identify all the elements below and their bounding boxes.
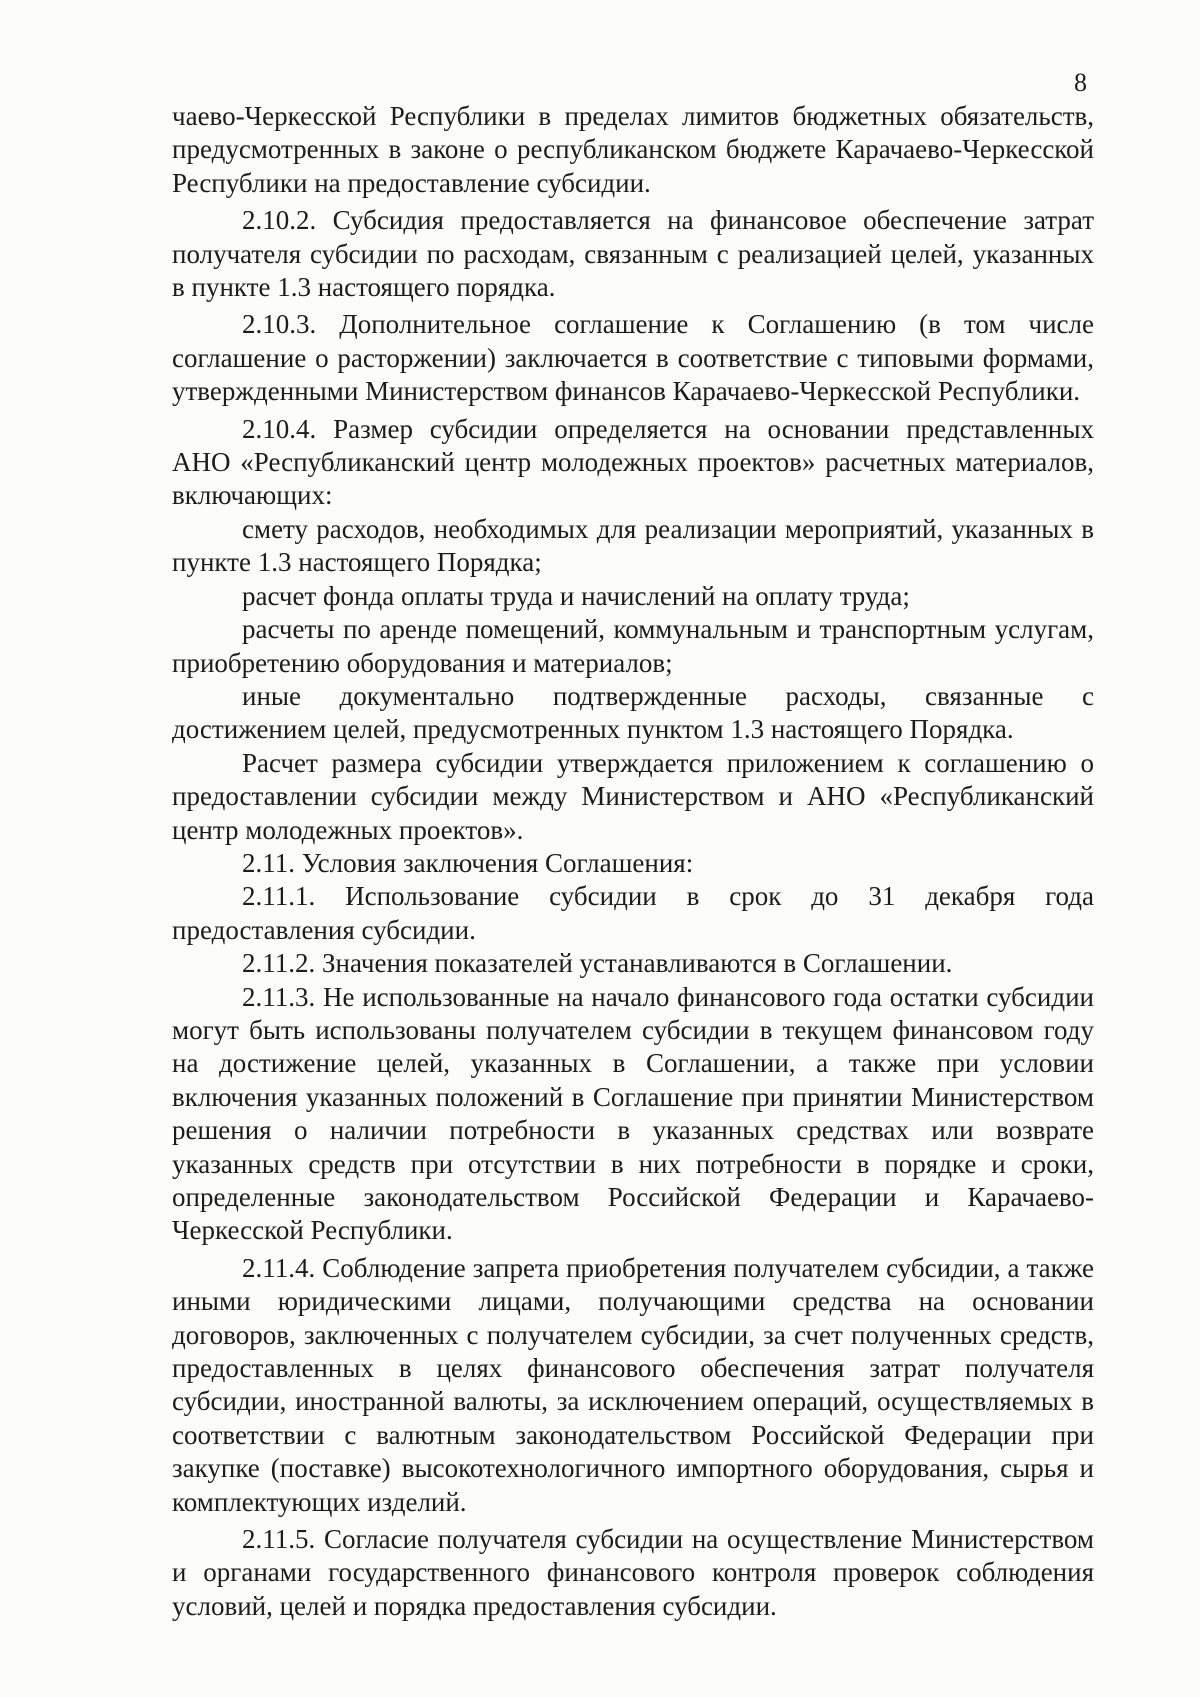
paragraph-subsidy-calculation: Расчет размера субсидии утверждается приложением к соглашению о предоставлении субсидии между Министерством и АНО «Республиканский центр молодежных проектов».: [172, 747, 1094, 845]
list-item-other-expenses: иные документально подтвержденные расходы, связанные с достижением целей, предусмотренных пунктом 1.3 настоящего Порядка.: [172, 680, 1094, 745]
paragraph-continuation: чаево-Черкесской Республики в пределах лимитов бюджетных обязательств, предусмотренных в законе о республиканском бюджете Карачаево-Черкесской Республики на предоставление субсидии.: [172, 101, 1094, 198]
page-number: 8: [1074, 68, 1087, 97]
paragraph-2-11-3: 2.11.3. Не использованные на начало финансового года остатки субсидии могут быть использованы получателем субсидии в текущем финансовом году на достижение целей, указанных в Соглашении, а также при условии включения указанных положений в Соглашение при принятии Министерством решения о наличии потребности в указанных средствах или возврате указанных средств при отсутствии в них потребности в порядке и сроки, определенные законодательством Российской Федерации и Карачаево-Черкесской Республики.: [172, 981, 1094, 1246]
document-body: [172, 100, 1094, 1623]
paragraph-2-10-4: 2.10.4. Размер субсидии определяется на основании представленных АНО «Республиканский центр молодежных проектов» расчетных материалов, включающих:: [172, 413, 1094, 511]
paragraph-2-11: 2.11. Условия заключения Соглашения:: [242, 847, 694, 878]
paragraph-2-10-3: 2.10.3. Дополнительное соглашение к Соглашению (в том числе соглашение о расторжении) заключается в соответствие с типовыми формами, утвержденными Министерством финансов Карачаево-Черкесской Республики.: [172, 309, 1094, 407]
paragraph-2-11-5: 2.11.5. Согласие получателя субсидии на осуществление Министерством и органами государственного финансового контроля проверок соблюдения условий, целей и порядка предоставления субсидии.: [172, 1524, 1094, 1621]
paragraph-2-11-4: 2.11.4. Соблюдение запрета приобретения получателем субсидии, а также иными юридическими лицами, получающими средства на основании договоров, заключенных с получателем субсидии, за счет полученных средств, предоставленных в целях финансового обеспечения затрат получателя субсидии, иностранной валюты, за исключением операций, осуществляемых в соответствии с валютным законодательством Российской Федерации при закупке (поставке) высокотехнологичного импортного оборудования, сырья и комплектующих изделий.: [172, 1252, 1094, 1517]
paragraph-2-11-1: 2.11.1. Использование субсидии в срок до 31 декабря года предоставления субсидии.: [172, 881, 1094, 945]
paragraph-2-10-2: 2.10.2. Субсидия предоставляется на финансовое обеспечение затрат получателя субсидии по расходам, связанным с реализацией целей, указанных в пункте 1.3 настоящего порядка.: [172, 205, 1094, 303]
list-item-budget-estimate: смету расходов, необходимых для реализации мероприятий, указанных в пункте 1.3 настоящего Порядка;: [172, 513, 1094, 578]
list-item-payroll: расчет фонда оплаты труда и начислений на оплату труда;: [242, 580, 910, 611]
paragraph-2-11-2: 2.11.2. Значения показателей устанавливаются в Соглашении.: [242, 948, 953, 979]
list-item-rent-utilities: расчеты по аренде помещений, коммунальным и транспортным услугам, приобретению оборудования и материалов;: [172, 614, 1094, 678]
